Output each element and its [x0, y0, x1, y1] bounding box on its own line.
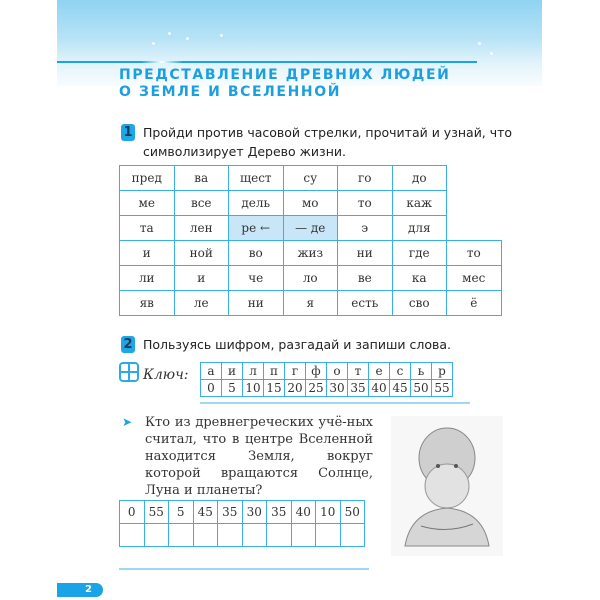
page-title [119, 67, 450, 101]
key-letter-cell: а [201, 363, 222, 380]
page-number: 2 [57, 583, 103, 597]
code-cell: 40 [291, 501, 316, 524]
grid-cell: ни [229, 291, 284, 316]
grid-cell: для [392, 216, 447, 241]
key-number-cell: 30 [327, 380, 348, 397]
grid-cell: че [229, 266, 284, 291]
key-letter-cell: р [432, 363, 453, 380]
answer-cell[interactable] [218, 524, 243, 547]
code-row [120, 501, 365, 524]
star-decoration [478, 42, 481, 45]
grid-cell: я [283, 291, 338, 316]
grid-cell: мо [283, 191, 338, 216]
grid-cell: ни [338, 241, 393, 266]
star-decoration [186, 37, 189, 40]
key-letter-cell: п [264, 363, 285, 380]
answer-cell[interactable] [316, 524, 341, 547]
code-cell: 35 [218, 501, 243, 524]
grid-cell: и [120, 241, 175, 266]
key-letter-row [201, 363, 453, 380]
grid-cell: ли [120, 266, 175, 291]
answer-cell[interactable] [169, 524, 194, 547]
grid-cell: э [338, 216, 393, 241]
question-text: Кто из древнегреческих учё-ных считал, что в центре Вселенной находится Земля, вокруг которой вращаются Солнце, Луна и планеты? [145, 415, 373, 498]
grid-cell: ной [174, 241, 229, 266]
grid-cell: пред [120, 166, 175, 191]
key-letter-cell: ь [411, 363, 432, 380]
grid-cell: и [174, 266, 229, 291]
puzzle-icon [119, 362, 139, 382]
key-number-cell: 10 [243, 380, 264, 397]
key-letter-cell: г [285, 363, 306, 380]
task2-instruction: Пользуясь шифром, разгадай и запиши слова. [143, 337, 452, 352]
grid-cell: есть [338, 291, 393, 316]
arrow-bullet-icon: ➤ [122, 415, 133, 429]
grid-cell: мес [447, 266, 502, 291]
key-number-cell: 55 [432, 380, 453, 397]
code-cell: 55 [144, 501, 169, 524]
key-number-cell: 15 [264, 380, 285, 397]
key-letter-cell: е [369, 363, 390, 380]
divider-line [119, 568, 369, 570]
key-number-cell: 0 [201, 380, 222, 397]
task-number-badge: 2 [121, 336, 135, 353]
title-line-2: О ЗЕМЛЕ И ВСЕЛЕННОЙ [119, 84, 342, 100]
code-cell: 50 [340, 501, 365, 524]
star-decoration [220, 34, 223, 37]
key-letter-cell: и [222, 363, 243, 380]
grid-cell: ва [174, 166, 229, 191]
grid-cell: сво [392, 291, 447, 316]
key-number-cell: 45 [390, 380, 411, 397]
key-letter-cell: л [243, 363, 264, 380]
star-decoration [168, 32, 171, 35]
answer-row [120, 524, 365, 547]
answer-cell[interactable] [120, 524, 145, 547]
grid-cell: ме [120, 191, 175, 216]
grid-row [120, 266, 502, 291]
key-number-cell: 25 [306, 380, 327, 397]
grid-cell [447, 166, 502, 191]
key-number-cell: 5 [222, 380, 243, 397]
grid-cell: — де [283, 216, 338, 241]
grid-row [120, 291, 502, 316]
grid-row [120, 166, 502, 191]
grid-cell: то [447, 241, 502, 266]
divider-line [200, 402, 470, 404]
code-cell: 30 [242, 501, 267, 524]
answer-table [119, 500, 365, 547]
grid-cell: су [283, 166, 338, 191]
grid-cell: ле [174, 291, 229, 316]
grid-cell: во [229, 241, 284, 266]
grid-cell: щест [229, 166, 284, 191]
grid-cell: ре ← [229, 216, 284, 241]
key-number-cell: 35 [348, 380, 369, 397]
answer-cell[interactable] [267, 524, 292, 547]
key-number-cell: 50 [411, 380, 432, 397]
code-cell: 5 [169, 501, 194, 524]
answer-cell[interactable] [144, 524, 169, 547]
grid-row [120, 191, 502, 216]
grid-cell: каж [392, 191, 447, 216]
star-decoration [152, 42, 155, 45]
task-number-badge: 1 [121, 124, 135, 141]
grid-cell [447, 191, 502, 216]
code-cell: 35 [267, 501, 292, 524]
syllable-grid [119, 165, 502, 316]
grid-cell: ка [392, 266, 447, 291]
task1-line-1: Пройди против часовой стрелки, прочитай и узнай, что [143, 125, 513, 140]
answer-cell[interactable] [242, 524, 267, 547]
code-cell: 0 [120, 501, 145, 524]
grid-cell: яв [120, 291, 175, 316]
code-cell: 10 [316, 501, 341, 524]
task1-line-2: символизирует Дерево жизни. [143, 144, 346, 159]
aristotle-bust-image [391, 416, 503, 556]
grid-cell: ве [338, 266, 393, 291]
key-letter-cell: с [390, 363, 411, 380]
code-cell: 45 [193, 501, 218, 524]
cipher-key-table [200, 362, 453, 397]
grid-cell: лен [174, 216, 229, 241]
grid-cell: то [338, 191, 393, 216]
star-decoration [490, 52, 493, 55]
key-letter-cell: ф [306, 363, 327, 380]
grid-row [120, 216, 502, 241]
key-letter-cell: о [327, 363, 348, 380]
title-line-1: ПРЕДСТАВЛЕНИЕ ДРЕВНИХ ЛЮДЕЙ [119, 67, 451, 83]
key-label: Ключ: [143, 367, 189, 383]
answer-cell[interactable] [340, 524, 365, 547]
grid-row [120, 241, 502, 266]
grid-cell: дель [229, 191, 284, 216]
key-number-cell: 20 [285, 380, 306, 397]
grid-cell: та [120, 216, 175, 241]
grid-cell [447, 216, 502, 241]
key-letter-cell: т [348, 363, 369, 380]
key-number-cell: 40 [369, 380, 390, 397]
key-number-row [201, 380, 453, 397]
grid-cell: где [392, 241, 447, 266]
grid-cell: до [392, 166, 447, 191]
grid-cell: ло [283, 266, 338, 291]
task1-instruction [143, 123, 512, 161]
answer-cell[interactable] [193, 524, 218, 547]
banner-divider [57, 61, 477, 63]
grid-cell: го [338, 166, 393, 191]
grid-cell: все [174, 191, 229, 216]
grid-cell: жиз [283, 241, 338, 266]
answer-cell[interactable] [291, 524, 316, 547]
grid-cell: ё [447, 291, 502, 316]
